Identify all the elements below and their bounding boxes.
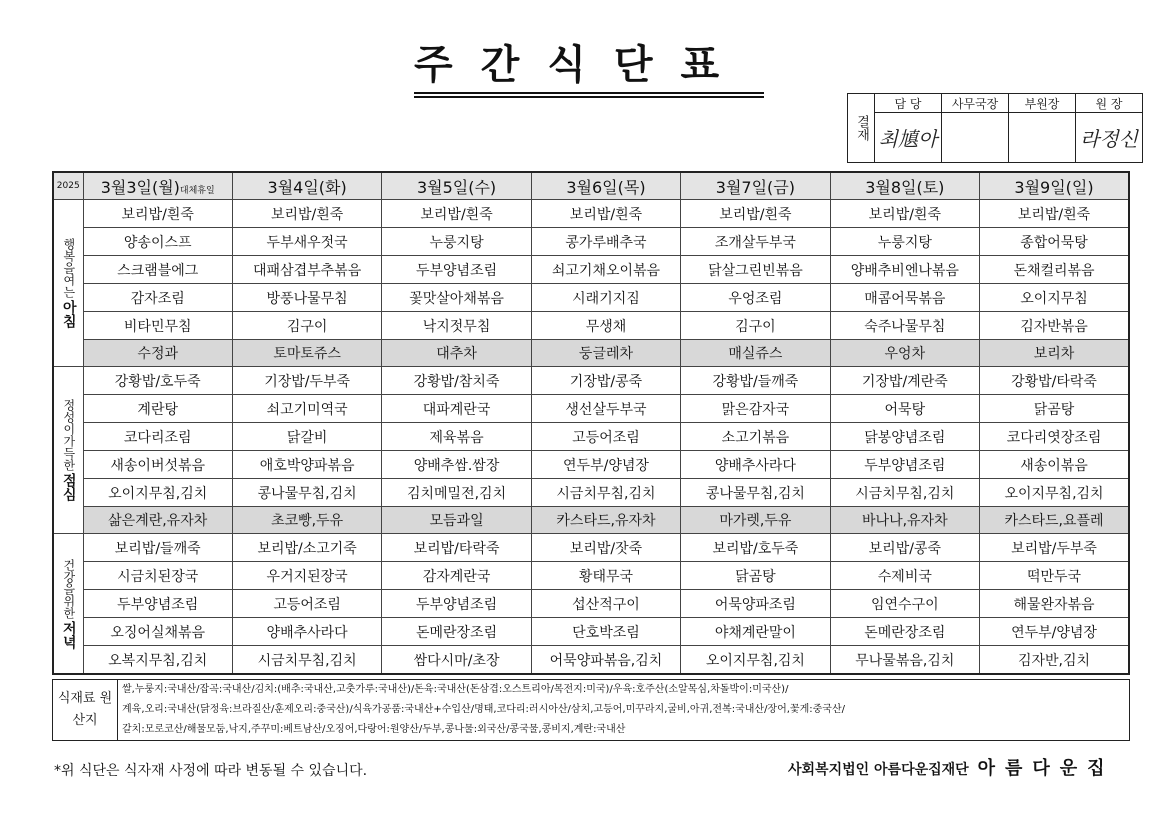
menu-item: 양배추사라다 xyxy=(232,618,381,646)
menu-item: 오복지무침,김치 xyxy=(83,646,232,675)
menu-item: 숙주나물무침 xyxy=(830,312,979,340)
menu-item: 야채계란말이 xyxy=(681,618,830,646)
menu-item: 콩가루배추국 xyxy=(531,228,680,256)
menu-item: 보리밥/두부죽 xyxy=(980,534,1129,562)
menu-item: 고등어조림 xyxy=(531,423,680,451)
menu-item: 조개살두부국 xyxy=(681,228,830,256)
page-title: 주간식단표 xyxy=(414,42,748,88)
day-header xyxy=(382,172,531,200)
menu-item: 새송이볶음 xyxy=(980,451,1129,479)
menu-item: 쇠고기미역국 xyxy=(232,395,381,423)
menu-row xyxy=(53,479,1129,507)
menu-item: 우거지된장국 xyxy=(232,562,381,590)
approval-row-label: 결재 xyxy=(848,94,875,163)
organization-signature xyxy=(788,754,1115,780)
snack-item: 바나나,유자차 xyxy=(830,507,979,534)
origin-line: 쌀,누룽지:국내산/잡곡:국내산/김치:(배추:국내산,고춧가루:국내산)/돈육:국내산(돈삼겹:오스트리아/목전지:미국)/우육:호주산(소알목심,차돌박이:미국산)/ xyxy=(122,684,789,695)
menu-item: 맑은감자국 xyxy=(681,395,830,423)
menu-item: 강황밥/참치죽 xyxy=(382,367,531,395)
menu-item: 보리밥/흰죽 xyxy=(83,200,232,228)
approval-signature xyxy=(1009,113,1076,163)
approval-box xyxy=(847,93,1143,163)
menu-item: 스크램블에그 xyxy=(83,256,232,284)
menu-item: 누룽지탕 xyxy=(830,228,979,256)
menu-item: 황태무국 xyxy=(531,562,680,590)
origin-text xyxy=(118,680,1130,741)
day-date: 3월8일(토) xyxy=(865,177,945,197)
menu-item: 돈메란장조림 xyxy=(382,618,531,646)
menu-row xyxy=(53,423,1129,451)
menu-item: 강황밥/타락죽 xyxy=(980,367,1129,395)
menu-item: 양배추사라다 xyxy=(681,451,830,479)
menu-item: 오이지무침,김치 xyxy=(980,479,1129,507)
menu-row xyxy=(53,256,1129,284)
meal-label xyxy=(53,367,83,534)
menu-item: 보리밥/콩죽 xyxy=(830,534,979,562)
meal-label-sub: 건강을위한 xyxy=(61,558,76,619)
menu-item: 두부양념조림 xyxy=(382,590,531,618)
menu-item: 보리밥/들깨죽 xyxy=(83,534,232,562)
menu-row xyxy=(53,228,1129,256)
menu-item: 오이지무침,김치 xyxy=(681,646,830,675)
menu-row xyxy=(53,646,1129,675)
menu-item: 기장밥/두부죽 xyxy=(232,367,381,395)
menu-item: 시래기지짐 xyxy=(531,284,680,312)
menu-item: 닭살그린빈볶음 xyxy=(681,256,830,284)
menu-item: 제육볶음 xyxy=(382,423,531,451)
menu-item: 시금치무침,김치 xyxy=(830,479,979,507)
menu-item: 코다리조림 xyxy=(83,423,232,451)
menu-item: 떡만두국 xyxy=(980,562,1129,590)
day-note: 대체휴일 xyxy=(179,185,215,196)
menu-item: 닭곰탕 xyxy=(980,395,1129,423)
menu-item: 보리밥/흰죽 xyxy=(830,200,979,228)
approval-header: 사무국장 xyxy=(942,94,1009,113)
menu-item: 무생채 xyxy=(531,312,680,340)
menu-item: 코다리엿장조림 xyxy=(980,423,1129,451)
menu-item: 김구이 xyxy=(232,312,381,340)
menu-item: 강황밥/들깨죽 xyxy=(681,367,830,395)
menu-item: 감자조림 xyxy=(83,284,232,312)
menu-item: 무나물볶음,김치 xyxy=(830,646,979,675)
menu-item: 꽃맛살아채볶음 xyxy=(382,284,531,312)
day-date: 3월3일(월) xyxy=(100,177,180,197)
meal-label-sub: 행복을여는 xyxy=(61,238,76,298)
menu-item: 수제비국 xyxy=(830,562,979,590)
organization-name: 아름다운집 xyxy=(977,758,1115,779)
menu-item: 누룽지탕 xyxy=(382,228,531,256)
menu-item: 생선살두부국 xyxy=(531,395,680,423)
snack-item: 매실쥬스 xyxy=(681,340,830,367)
title-underline xyxy=(414,92,764,94)
menu-item: 낙지젓무침 xyxy=(382,312,531,340)
menu-item: 비타민무침 xyxy=(83,312,232,340)
menu-row xyxy=(53,618,1129,646)
menu-item: 보리밥/흰죽 xyxy=(980,200,1129,228)
menu-item: 종합어묵탕 xyxy=(980,228,1129,256)
meal-label xyxy=(53,200,83,367)
meal-label-main: 아침 xyxy=(60,300,77,328)
menu-item: 시금치된장국 xyxy=(83,562,232,590)
day-header xyxy=(681,172,830,200)
snack-item: 카스타드,요플레 xyxy=(980,507,1129,534)
menu-item: 오이지무침 xyxy=(980,284,1129,312)
organization-prefix: 사회복지법인 아름다운집재단 xyxy=(788,762,969,778)
menu-item: 방풍나물무침 xyxy=(232,284,381,312)
menu-item: 애호박양파볶음 xyxy=(232,451,381,479)
menu-item: 두부양념조림 xyxy=(382,256,531,284)
title-underline xyxy=(414,96,764,98)
approval-signature: 최㐤아 xyxy=(875,113,942,163)
menu-row xyxy=(53,395,1129,423)
menu-item: 보리밥/흰죽 xyxy=(382,200,531,228)
menu-item: 김자반볶음 xyxy=(980,312,1129,340)
meal-label-main: 저녁 xyxy=(60,620,77,649)
snack-item: 초코빵,두유 xyxy=(232,507,381,534)
menu-item: 우엉조림 xyxy=(681,284,830,312)
menu-item: 시금치무침,김치 xyxy=(232,646,381,675)
approval-signature xyxy=(942,113,1009,163)
menu-row xyxy=(53,200,1129,228)
snack-item: 대추차 xyxy=(382,340,531,367)
menu-item: 감자계란국 xyxy=(382,562,531,590)
snack-item: 우엉차 xyxy=(830,340,979,367)
origin-line: 계육,오리:국내산(닭정육:브라질산/훈제오리:중국산)/식육가공품:국내산+수입산/명태,코다리:러시아산/삼치,고등어,미꾸라지,굴비,아귀,전복:국내산/장어,꽃게:중국산/ xyxy=(122,704,845,715)
menu-item: 닭갈비 xyxy=(232,423,381,451)
change-notice: *위 식단은 식자재 사정에 따라 변동될 수 있습니다. xyxy=(54,763,368,779)
menu-item: 쌈다시마/초장 xyxy=(382,646,531,675)
menu-item: 보리밥/흰죽 xyxy=(232,200,381,228)
menu-item: 임연수구이 xyxy=(830,590,979,618)
menu-item: 매콤어묵볶음 xyxy=(830,284,979,312)
day-date: 3월7일(금) xyxy=(715,177,795,197)
menu-item: 오징어실채볶음 xyxy=(83,618,232,646)
menu-item: 돈메란장조림 xyxy=(830,618,979,646)
origin-label: 식재료 원산지 xyxy=(53,680,118,741)
day-header xyxy=(980,172,1129,200)
menu-item: 두부양념조림 xyxy=(830,451,979,479)
menu-row xyxy=(53,367,1129,395)
menu-item: 계란탕 xyxy=(83,395,232,423)
snack-item: 수정과 xyxy=(83,340,232,367)
meal-label xyxy=(53,534,83,675)
menu-item: 콩나물무침,김치 xyxy=(681,479,830,507)
menu-item: 콩나물무침,김치 xyxy=(232,479,381,507)
menu-item: 보리밥/잣죽 xyxy=(531,534,680,562)
day-date: 3월6일(목) xyxy=(566,177,646,197)
origin-line: 갈치:모로코산/해물모둠,낙지,주꾸미:베트남산/오징어,다랑어:원양산/두부,콩나물:외국산/콩국물,콩비지,계란:국내산 xyxy=(122,724,626,735)
snack-item: 둥글레차 xyxy=(531,340,680,367)
menu-item: 닭곰탕 xyxy=(681,562,830,590)
menu-item: 어묵양파볶음,김치 xyxy=(531,646,680,675)
menu-item: 어묵양파조림 xyxy=(681,590,830,618)
snack-row xyxy=(53,507,1129,534)
menu-item: 연두부/양념장 xyxy=(980,618,1129,646)
year-label: 2025 xyxy=(53,172,83,200)
snack-item: 토마토쥬스 xyxy=(232,340,381,367)
menu-item: 보리밥/타락죽 xyxy=(382,534,531,562)
menu-item: 대패삼겹부추볶음 xyxy=(232,256,381,284)
approval-signature: 라정신 xyxy=(1076,113,1143,163)
approval-header: 원 장 xyxy=(1076,94,1143,113)
menu-item: 소고기볶음 xyxy=(681,423,830,451)
day-date: 3월9일(일) xyxy=(1014,177,1094,197)
snack-item: 마가렛,두유 xyxy=(681,507,830,534)
menu-item: 김자반,김치 xyxy=(980,646,1129,675)
menu-row xyxy=(53,451,1129,479)
day-date: 3월5일(수) xyxy=(416,177,497,197)
menu-row xyxy=(53,534,1129,562)
menu-row xyxy=(53,590,1129,618)
snack-item: 삶은계란,유자차 xyxy=(83,507,232,534)
snack-item: 카스타드,유자차 xyxy=(531,507,680,534)
menu-item: 보리밥/호두죽 xyxy=(681,534,830,562)
menu-item: 기장밥/계란죽 xyxy=(830,367,979,395)
day-date: 3월4일(화) xyxy=(267,177,347,197)
menu-item: 보리밥/흰죽 xyxy=(681,200,830,228)
menu-row xyxy=(53,284,1129,312)
menu-item: 두부양념조림 xyxy=(83,590,232,618)
meal-label-sub: 정성이가득한 xyxy=(61,399,76,471)
approval-header: 담 당 xyxy=(875,94,942,113)
menu-item: 어묵탕 xyxy=(830,395,979,423)
menu-item: 돈채컬리볶음 xyxy=(980,256,1129,284)
menu-item: 보리밥/흰죽 xyxy=(531,200,680,228)
approval-header: 부원장 xyxy=(1009,94,1076,113)
menu-item: 대파계란국 xyxy=(382,395,531,423)
menu-item: 보리밥/소고기죽 xyxy=(232,534,381,562)
menu-item: 섭산적구이 xyxy=(531,590,680,618)
menu-item: 양송이스프 xyxy=(83,228,232,256)
menu-item: 오이지무침,김치 xyxy=(83,479,232,507)
menu-item: 두부새우젓국 xyxy=(232,228,381,256)
day-header-row xyxy=(53,172,1129,200)
day-header xyxy=(830,172,979,200)
menu-item: 김구이 xyxy=(681,312,830,340)
menu-item: 단호박조림 xyxy=(531,618,680,646)
origin-table xyxy=(52,679,1130,741)
day-header xyxy=(531,172,680,200)
menu-row xyxy=(53,312,1129,340)
menu-item: 닭봉양념조림 xyxy=(830,423,979,451)
menu-item: 양배추쌈.쌈장 xyxy=(382,451,531,479)
weekly-menu-table xyxy=(52,171,1130,675)
menu-item: 새송이버섯볶음 xyxy=(83,451,232,479)
menu-item: 김치메밀전,김치 xyxy=(382,479,531,507)
menu-item: 고등어조림 xyxy=(232,590,381,618)
menu-row xyxy=(53,562,1129,590)
menu-item: 기장밥/콩죽 xyxy=(531,367,680,395)
snack-row xyxy=(53,340,1129,367)
meal-label-main: 점심 xyxy=(60,473,77,501)
snack-item: 모듬과일 xyxy=(382,507,531,534)
menu-item: 양배추비엔나볶음 xyxy=(830,256,979,284)
menu-item: 강황밥/호두죽 xyxy=(83,367,232,395)
menu-item: 쇠고기채오이볶음 xyxy=(531,256,680,284)
day-header xyxy=(83,172,232,200)
snack-item: 보리차 xyxy=(980,340,1129,367)
day-header xyxy=(232,172,381,200)
menu-item: 시금치무침,김치 xyxy=(531,479,680,507)
menu-item: 해물완자볶음 xyxy=(980,590,1129,618)
menu-item: 연두부/양념장 xyxy=(531,451,680,479)
